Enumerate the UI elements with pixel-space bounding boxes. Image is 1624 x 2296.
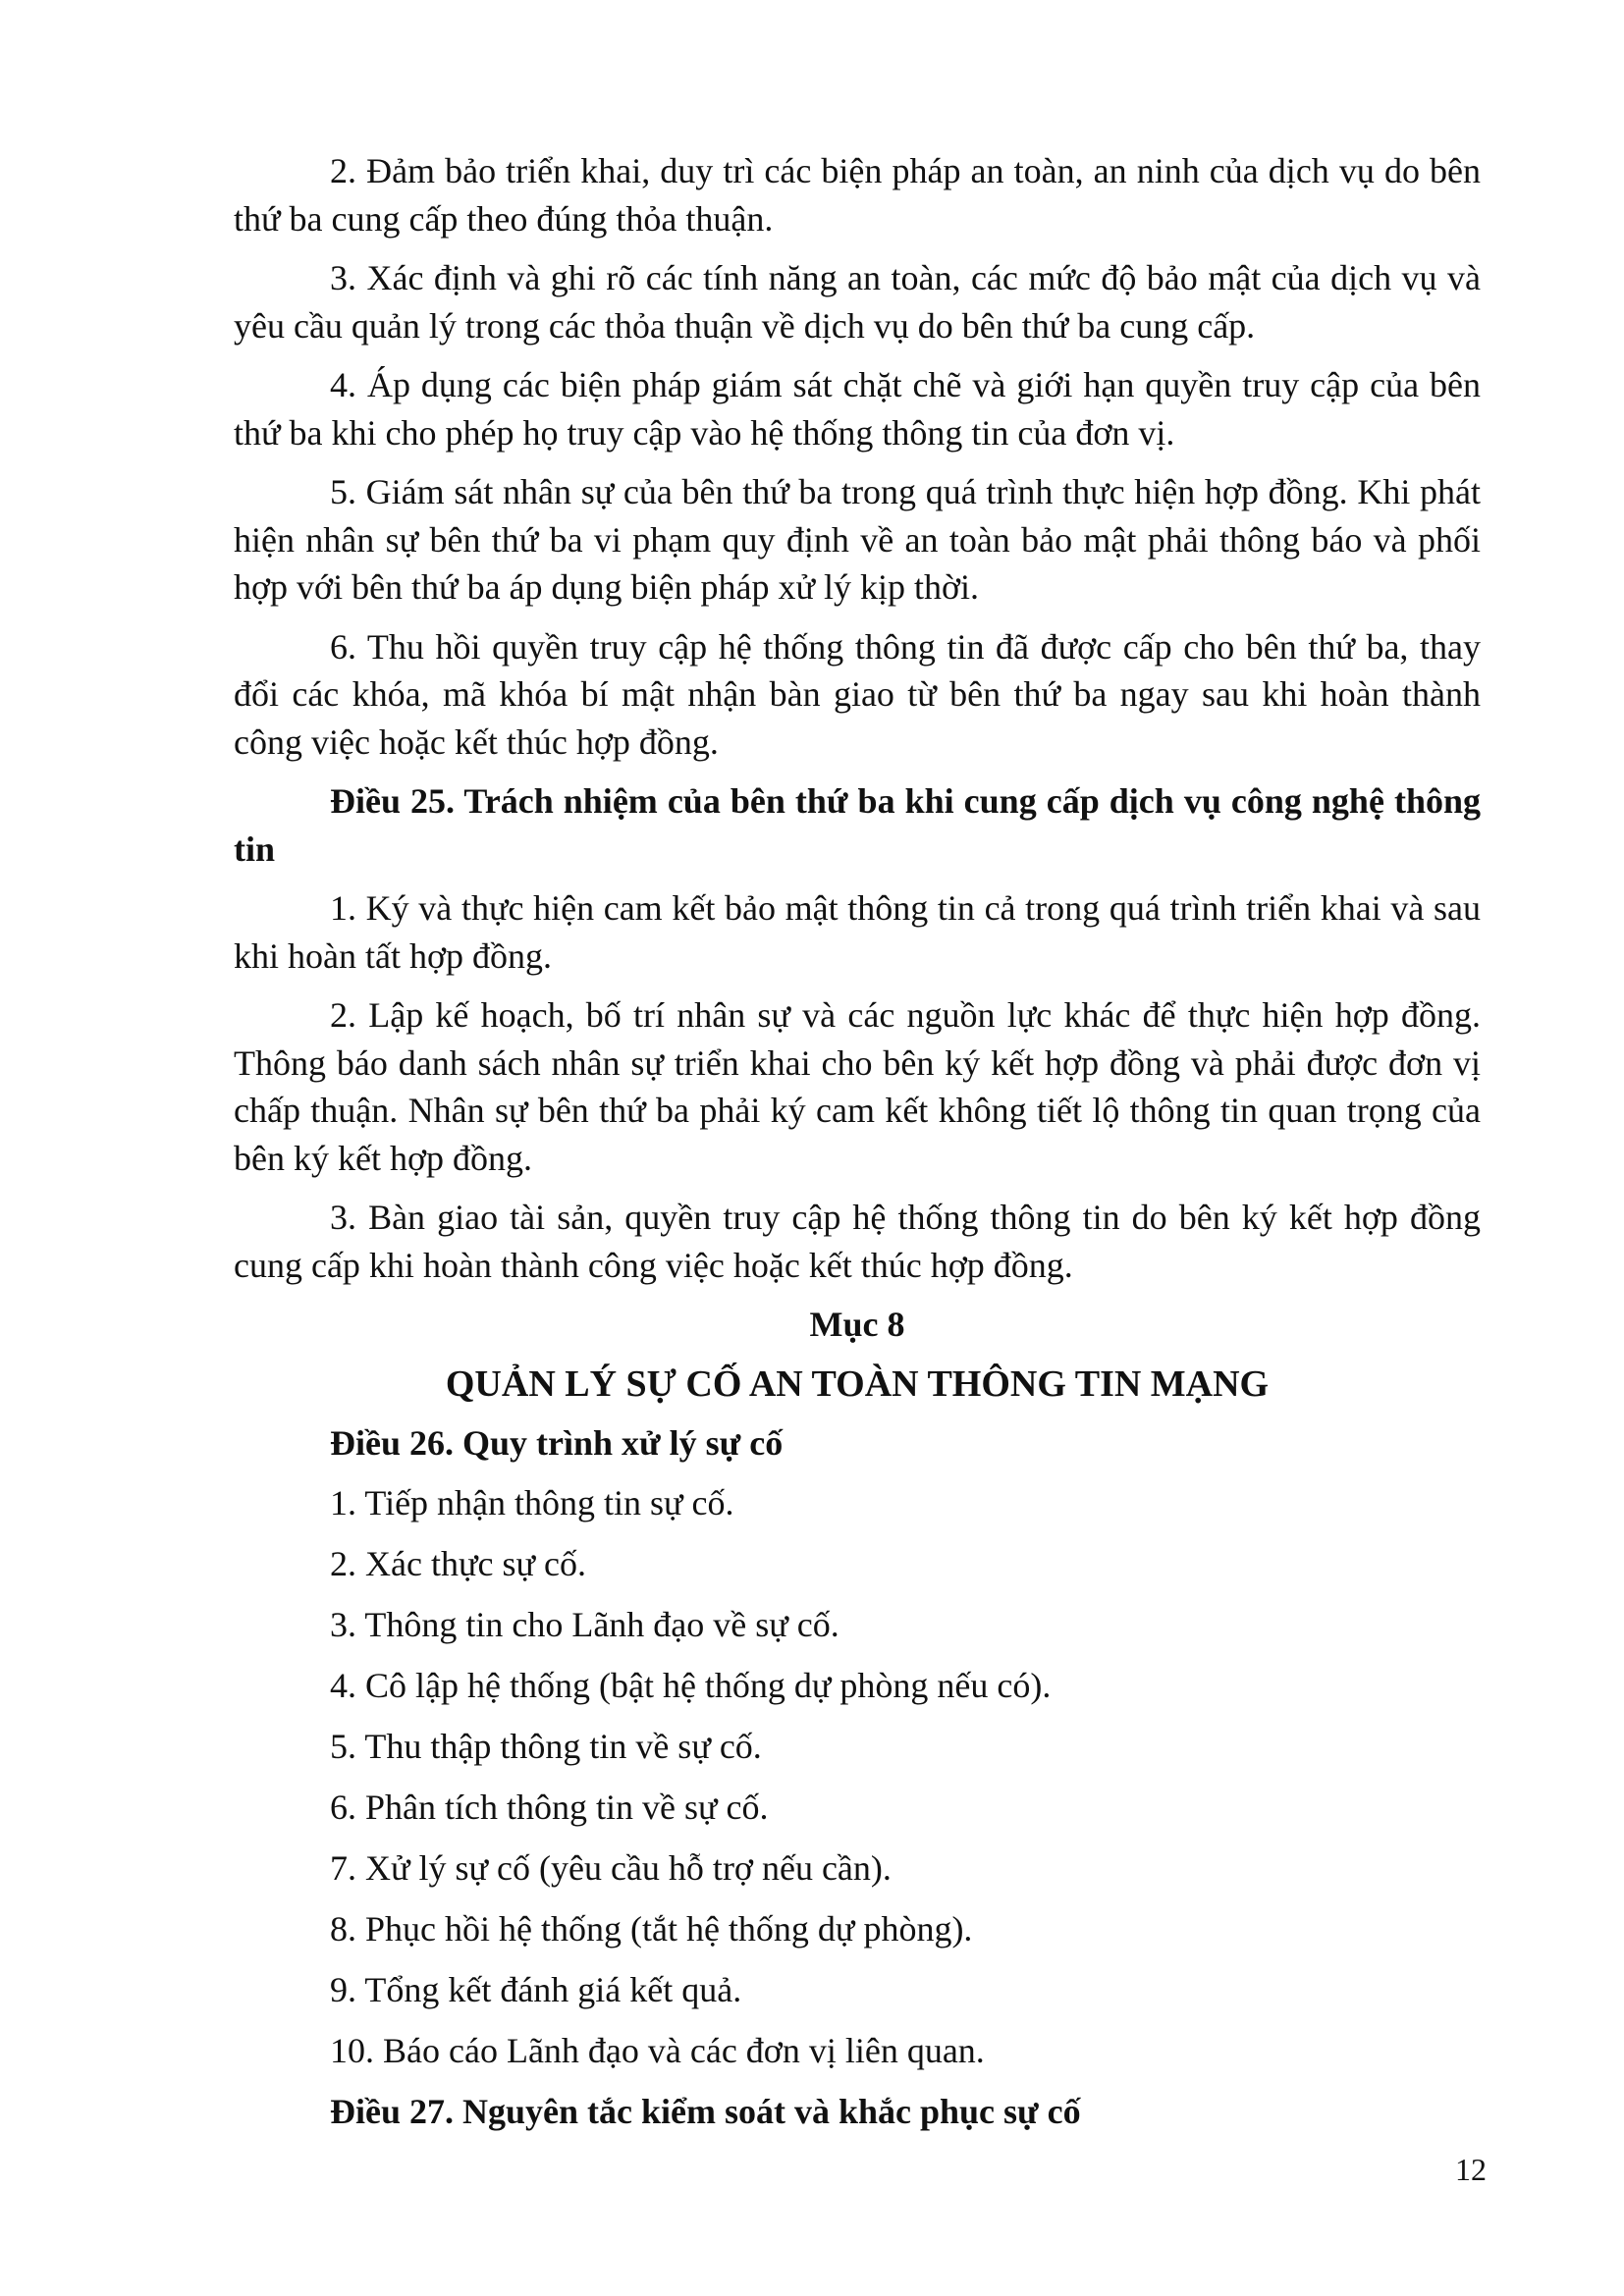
article-25-item-3: 3. Bàn giao tài sản, quyền truy cập hệ thống thông tin do bên ký kết hợp đồng cung cấp khi hoàn thành công việc hoặc kết thúc hợp đồng. bbox=[234, 1198, 1481, 1285]
paragraph-item-4: 4. Áp dụng các biện pháp giám sát chặt chẽ và giới hạn quyền truy cập của bên thứ ba khi cho phép họ truy cập vào hệ thống thông tin của đơn vị. bbox=[234, 365, 1481, 453]
paragraph-item-2: 2. Đảm bảo triển khai, duy trì các biện pháp an toàn, an ninh của dịch vụ do bên thứ ba cung cấp theo đúng thỏa thuận. bbox=[234, 151, 1481, 239]
list-item: 7. Xử lý sự cố (yêu cầu hỗ trợ nếu cần). bbox=[330, 1847, 892, 1888]
list-item: 8. Phục hồi hệ thống (tắt hệ thống dự phòng). bbox=[330, 1908, 973, 1949]
paragraph-item-5: 5. Giám sát nhân sự của bên thứ ba trong quá trình thực hiện hợp đồng. Khi phát hiện nhân sự bên thứ ba vi phạm quy định về an toàn bảo mật phải thông báo và phối hợp với bên thứ ba áp dụng biện pháp xử lý kịp thời. bbox=[234, 472, 1481, 607]
section-title: QUẢN LÝ SỰ CỐ AN TOÀN THÔNG TIN MẠNG bbox=[445, 1362, 1270, 1405]
document-page bbox=[234, 147, 1481, 2147]
list-item: 3. Thông tin cho Lãnh đạo về sự cố. bbox=[330, 1604, 839, 1644]
article-25-item-2: 2. Lập kế hoạch, bố trí nhân sự và các nguồn lực khác để thực hiện hợp đồng. Thông báo danh sách nhân sự triển khai cho bên ký kết hợp đồng và phải được đơn vị chấp thuận. Nhân sự bên thứ ba phải ký cam kết không tiết lộ thông tin quan trọng của bên ký kết hợp đồng. bbox=[234, 995, 1481, 1178]
paragraph-item-3: 3. Xác định và ghi rõ các tính năng an toàn, các mức độ bảo mật của dịch vụ và yêu cầu quản lý trong các thỏa thuận về dịch vụ do bên thứ ba cung cấp. bbox=[234, 258, 1481, 346]
list-item: 10. Báo cáo Lãnh đạo và các đơn vị liên quan. bbox=[330, 2030, 985, 2070]
article-26-heading: Điều 26. Quy trình xử lý sự cố bbox=[330, 1423, 784, 1463]
article-25-item-1: 1. Ký và thực hiện cam kết bảo mật thông tin cả trong quá trình triển khai và sau khi hoàn tất hợp đồng. bbox=[234, 888, 1481, 976]
list-item: 2. Xác thực sự cố. bbox=[330, 1543, 586, 1583]
article-27-heading: Điều 27. Nguyên tắc kiểm soát và khắc phục sự cố bbox=[330, 2091, 1081, 2131]
list-item: 9. Tổng kết đánh giá kết quả. bbox=[330, 1969, 742, 2009]
list-item: 4. Cô lập hệ thống (bật hệ thống dự phòng nếu có). bbox=[330, 1665, 1052, 1705]
incident-procedure-list bbox=[234, 1479, 1481, 2075]
page-number: 12 bbox=[1455, 2152, 1487, 2187]
list-item: 1. Tiếp nhận thông tin sự cố. bbox=[330, 1482, 734, 1522]
section-label: Mục 8 bbox=[809, 1305, 905, 1344]
list-item: 6. Phân tích thông tin về sự cố. bbox=[330, 1787, 769, 1827]
article-25-heading: Điều 25. Trách nhiệm của bên thứ ba khi cung cấp dịch vụ công nghệ thông tin bbox=[234, 781, 1481, 869]
list-item: 5. Thu thập thông tin về sự cố. bbox=[330, 1726, 762, 1766]
paragraph-item-6: 6. Thu hồi quyền truy cập hệ thống thông tin đã được cấp cho bên thứ ba, thay đổi các khóa, mã khóa bí mật nhận bàn giao từ bên thứ ba ngay sau khi hoàn thành công việc hoặc kết thúc hợp đồng. bbox=[234, 626, 1481, 762]
